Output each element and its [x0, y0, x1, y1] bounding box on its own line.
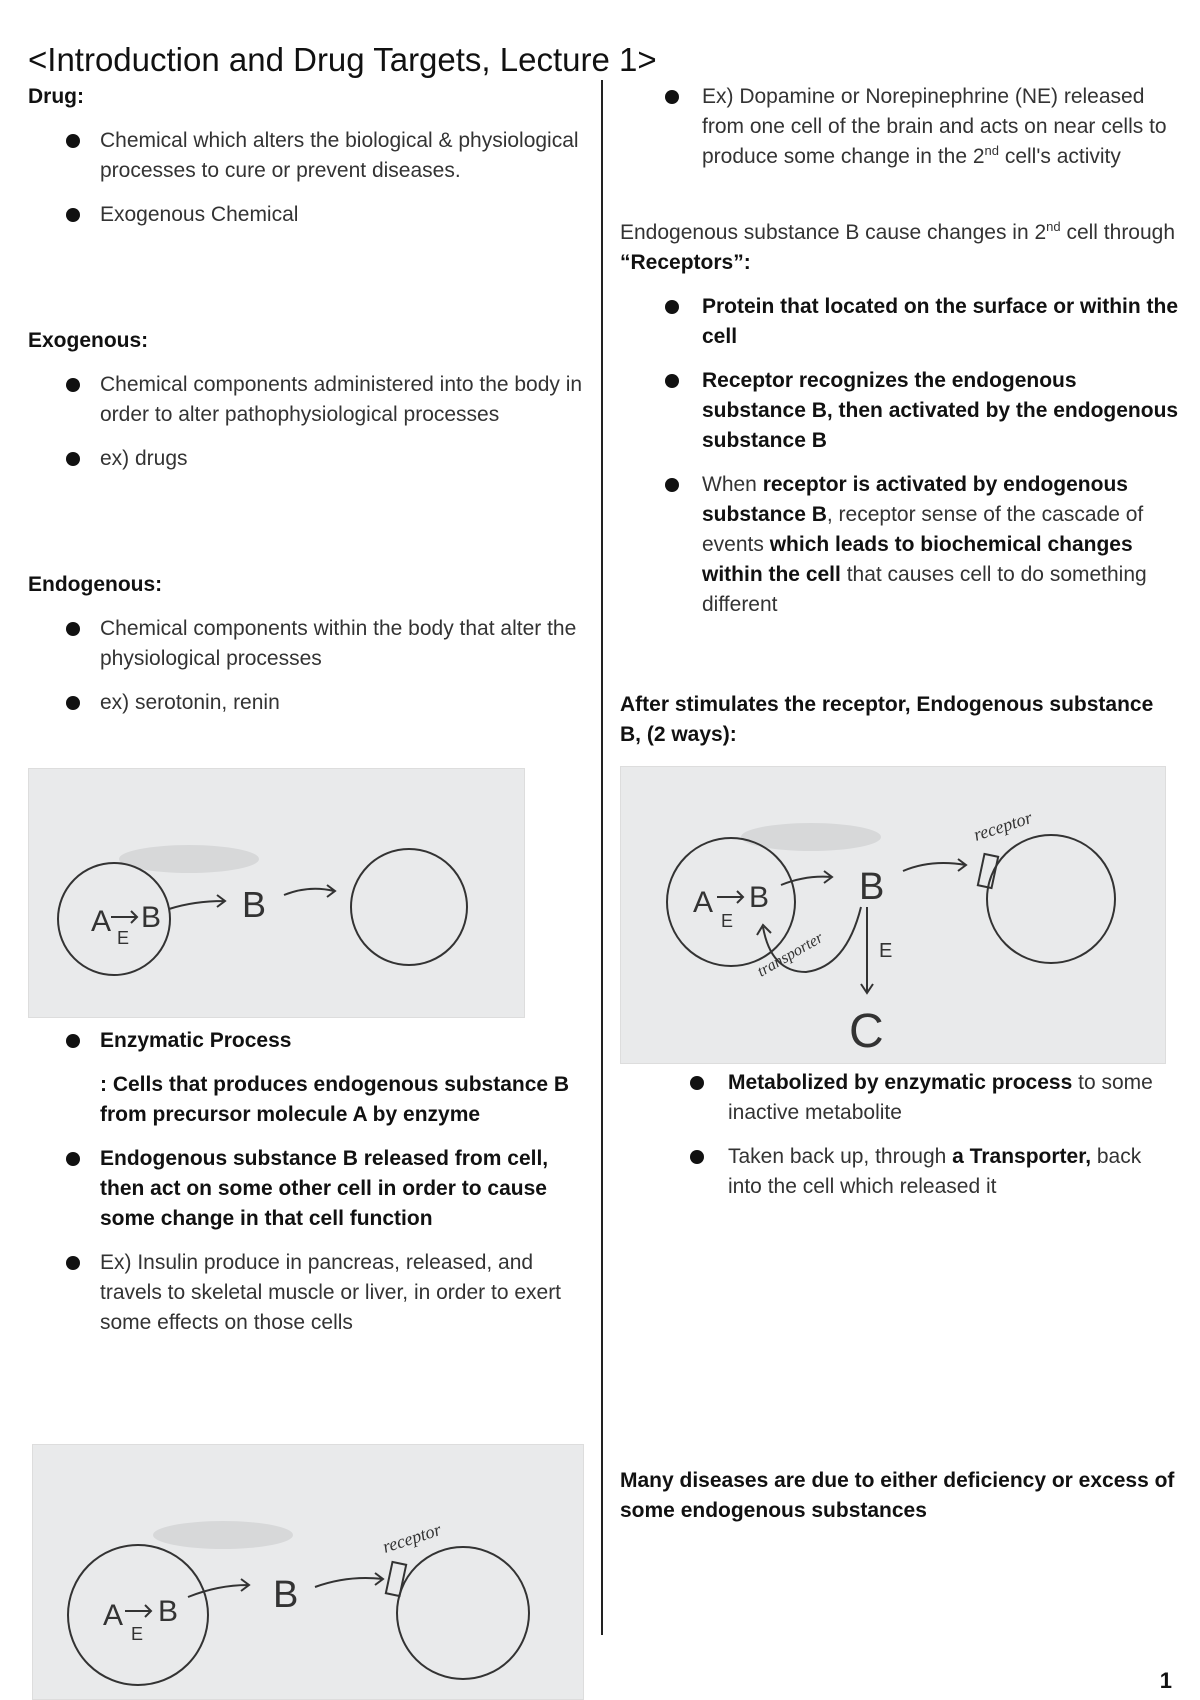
list-item: Chemical components administered into the body in order to alter pathophysiological processes	[28, 370, 588, 430]
bullet-icon	[66, 622, 80, 636]
page-number: 1	[1159, 1668, 1172, 1693]
bullet-icon	[66, 378, 80, 392]
many-diseases-note: Many diseases are due to either deficiency or excess of some endogenous substances	[620, 1469, 1175, 1522]
list-item: Chemical which alters the biological & physiological processes to cure or prevent diseases.	[28, 126, 588, 186]
bullet-icon	[66, 1256, 80, 1270]
endogenous-heading: Endogenous:	[28, 573, 163, 596]
bullet-icon	[665, 478, 679, 492]
list-item: Metabolized by enzymatic process to some inactive metabolite	[620, 1068, 1180, 1128]
bullet-icon	[66, 134, 80, 148]
enzymatic-list	[28, 1026, 588, 1338]
label-c: C	[849, 1005, 884, 1058]
receptor-list	[620, 292, 1180, 620]
label-e: E	[131, 1624, 144, 1644]
sketch-photo-receptor	[32, 1444, 584, 1700]
exogenous-heading: Exogenous:	[28, 329, 149, 352]
bullet-icon	[690, 1150, 704, 1164]
label-transporter: transporter	[754, 929, 827, 981]
bullet-icon	[66, 452, 80, 466]
ways-list	[620, 1068, 1180, 1202]
list-item: Taken back up, through a Transporter, back into the cell which released it	[620, 1142, 1180, 1202]
label-receptor: receptor	[971, 807, 1035, 845]
list-item: Ex) Insulin produce in pancreas, released, and travels to skeletal muscle or liver, in order to exert some effects on those cells	[28, 1248, 588, 1338]
label-b-inner: B	[141, 901, 162, 934]
list-item: Exogenous Chemical	[28, 200, 588, 230]
column-divider	[601, 80, 603, 1635]
bullet-icon	[690, 1076, 704, 1090]
label-b-inner: B	[158, 1595, 179, 1628]
label-b-outer: B	[273, 1574, 299, 1616]
exogenous-list	[28, 370, 588, 474]
bullet-icon	[66, 208, 80, 222]
label-b-inner: B	[749, 881, 770, 914]
label-a: A	[103, 1599, 124, 1632]
drug-list	[28, 126, 588, 230]
list-item: Chemical components within the body that alter the physiological processes	[28, 614, 588, 674]
sketch-drawing	[621, 767, 1165, 1063]
list-item: When receptor is activated by endogenous substance B, receptor sense of the cascade of events which leads to biochemical changes within the cell that causes cell to do something different	[620, 470, 1180, 620]
sketch-photo-metabolism	[620, 766, 1166, 1064]
sketch-drawing	[33, 1445, 583, 1699]
list-item: Enzymatic Process	[28, 1026, 588, 1056]
label-receptor: receptor	[380, 1519, 444, 1557]
dopamine-list	[620, 82, 1180, 172]
endogenous-list	[28, 614, 588, 718]
bullet-icon	[665, 300, 679, 314]
list-item: Receptor recognizes the endogenous substance B, then activated by the endogenous substance B	[620, 366, 1180, 456]
label-e: E	[117, 928, 130, 948]
bullet-icon	[665, 90, 679, 104]
list-item: Ex) Dopamine or Norepinephrine (NE) released from one cell of the brain and acts on near cells to produce some change in the 2nd cell's activity	[620, 82, 1180, 172]
receptors-intro: Endogenous substance B cause changes in 2nd cell through “Receptors”:	[620, 219, 1176, 274]
drug-heading: Drug:	[28, 85, 84, 108]
label-e: E	[721, 911, 734, 931]
label-b-outer: B	[242, 884, 267, 925]
list-item: Endogenous substance B released from cell, then act on some other cell in order to cause some change in that cell function	[28, 1144, 588, 1234]
list-item: ex) drugs	[28, 444, 588, 474]
label-a: A	[91, 905, 112, 938]
after-heading: After stimulates the receptor, Endogenous substance B, (2 ways):	[620, 693, 1154, 746]
list-item: Protein that located on the surface or within the cell	[620, 292, 1180, 352]
bullet-icon	[66, 1152, 80, 1166]
bullet-icon	[665, 374, 679, 388]
label-b-outer: B	[859, 866, 885, 908]
sketch-drawing	[29, 769, 524, 1017]
label-e-metabolism: E	[879, 940, 893, 962]
sketch-photo-synthesis	[28, 768, 525, 1018]
list-item: ex) serotonin, renin	[28, 688, 588, 718]
label-a: A	[693, 886, 714, 919]
bullet-icon	[66, 696, 80, 710]
page-title: <Introduction and Drug Targets, Lecture 1>	[28, 41, 657, 78]
bullet-icon	[66, 1034, 80, 1048]
list-item: : Cells that produces endogenous substance B from precursor molecule A by enzyme	[100, 1073, 570, 1126]
